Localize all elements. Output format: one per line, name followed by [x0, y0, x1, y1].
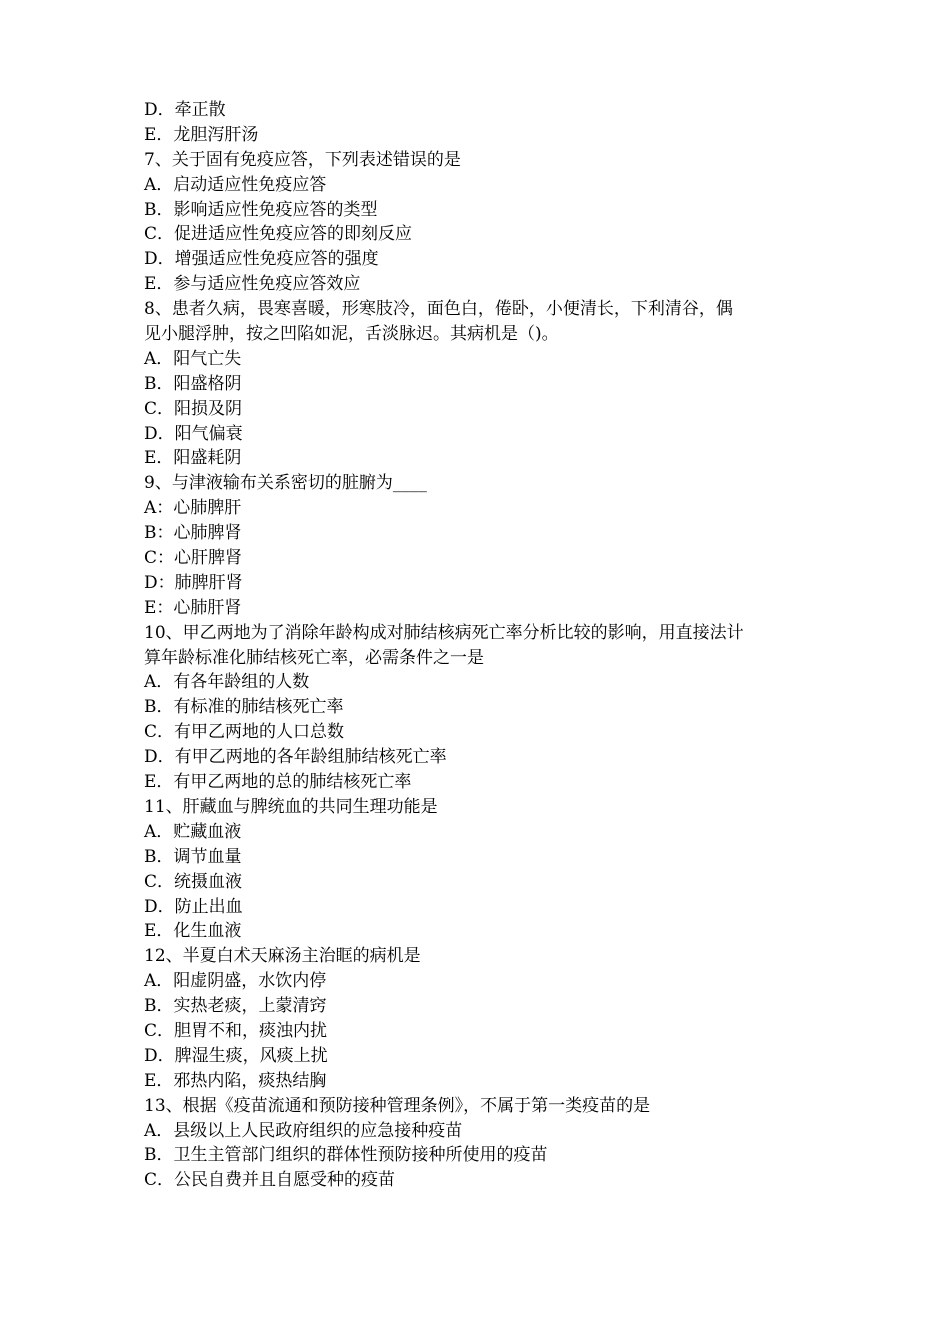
option-line: B．影响适应性免疫应答的类型 — [144, 199, 378, 220]
option-line: D．防止出血 — [144, 896, 243, 917]
option-line: D．增强适应性免疫应答的强度 — [144, 249, 379, 270]
option-line: A：心肺脾肝 — [144, 498, 242, 519]
option-line: A．阳虚阴盛，水饮内停 — [144, 971, 327, 992]
option-line: C．促进适应性免疫应答的即刻反应 — [144, 224, 413, 245]
question-line: 12、半夏白术天麻汤主治眶的病机是 — [144, 946, 421, 967]
option-line: A．阳气亡失 — [144, 348, 242, 369]
option-line: C：心肝脾肾 — [144, 548, 243, 569]
question-line: 13、根据《疫苗流通和预防接种管理条例》，不属于第一类疫苗的是 — [144, 1095, 651, 1116]
option-line: B．实热老痰，上蒙清窍 — [144, 996, 327, 1017]
option-line: A．贮藏血液 — [144, 821, 242, 842]
option-line: E．龙胆泻肝汤 — [144, 124, 259, 145]
option-line: D．牵正散 — [144, 100, 226, 120]
question-line: 8、患者久病，畏寒喜暖，形寒肢冷，面色白，倦卧，小便清长，下利清谷，偶 — [144, 299, 733, 320]
option-line: C．公民自费并且自愿受种的疫苗 — [144, 1170, 396, 1191]
question-line: 见小腿浮肿，按之凹陷如泥，舌淡脉迟。其病机是（)。 — [144, 324, 559, 345]
question-line: 9、与津液输布关系密切的脏腑为____ — [144, 473, 427, 494]
option-line: A．启动适应性免疫应答 — [144, 174, 327, 195]
option-line: C．有甲乙两地的人口总数 — [144, 722, 345, 743]
question-line: 10、甲乙两地为了消除年龄构成对肺结核病死亡率分析比较的影响，用直接法计 — [144, 622, 744, 643]
option-line: E：心肺肝肾 — [144, 597, 242, 618]
option-line: E．邪热内陷，痰热结胸 — [144, 1070, 327, 1091]
option-line: C．阳损及阴 — [144, 398, 243, 419]
option-line: D．阳气偏衰 — [144, 423, 243, 444]
option-line: E．化生血液 — [144, 921, 242, 942]
option-line: A．有各年龄组的人数 — [144, 672, 310, 693]
option-line: B．卫生主管部门组织的群体性预防接种所使用的疫苗 — [144, 1145, 548, 1166]
option-line: A．县级以上人民政府组织的应急接种疫苗 — [144, 1120, 463, 1141]
option-line: D：肺脾肝肾 — [144, 572, 243, 593]
option-line: B．有标准的肺结核死亡率 — [144, 697, 344, 718]
option-line: E．有甲乙两地的总的肺结核死亡率 — [144, 772, 412, 793]
option-line: D．有甲乙两地的各年龄组肺结核死亡率 — [144, 747, 447, 768]
option-line: C．统摄血液 — [144, 871, 243, 892]
option-line: B：心肺脾肾 — [144, 523, 242, 544]
question-line: 算年龄标准化肺结核死亡率，必需条件之一是 — [144, 647, 484, 668]
option-line: B．调节血量 — [144, 846, 242, 867]
question-line: 11、肝藏血与脾统血的共同生理功能是 — [144, 796, 438, 817]
option-line: E．阳盛耗阴 — [144, 448, 242, 469]
option-line: E．参与适应性免疫应答效应 — [144, 274, 361, 295]
option-line: D．脾湿生痰，风痰上扰 — [144, 1045, 328, 1066]
option-line: B．阳盛格阴 — [144, 373, 242, 394]
question-line: 7、关于固有免疫应答，下列表述错误的是 — [144, 149, 461, 170]
document-page — [144, 98, 814, 1193]
option-line: C．胆胃不和，痰浊内扰 — [144, 1020, 328, 1041]
